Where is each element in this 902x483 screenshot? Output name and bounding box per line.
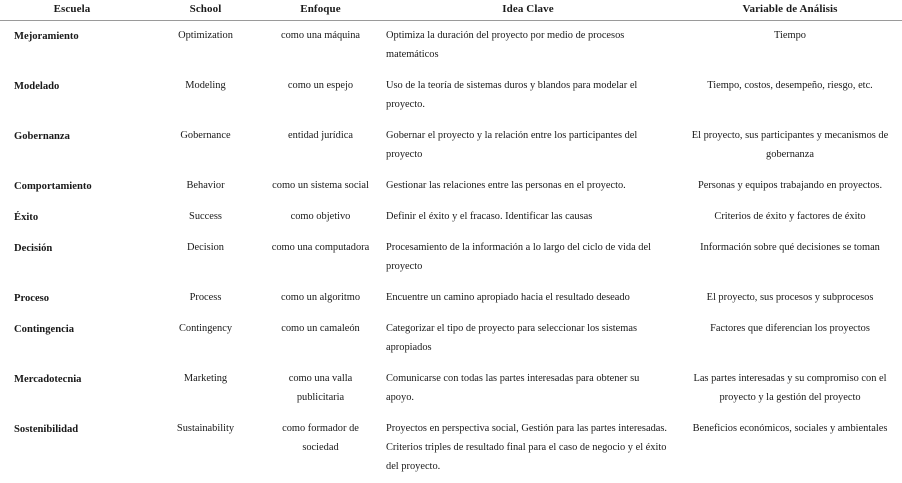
table-row (0, 121, 902, 171)
cell-idea-clave: Gestionar las relaciones entre las personas en el proyecto. (386, 179, 626, 191)
table-row (0, 21, 902, 71)
cell-school: Marketing (183, 373, 228, 385)
cell-idea-clave: Comunicarse con todas las partes interesadas para obtener su apoyo. (386, 373, 640, 404)
cell-escuela: Mercadotecnia (14, 374, 82, 386)
table-header-row (0, 0, 902, 21)
cell-school: Process (189, 292, 222, 304)
cell-variable: El proyecto, sus procesos y subprocesos (706, 292, 874, 304)
cell-variable: Beneficios económicos, sociales y ambientales (692, 423, 888, 435)
table-row (0, 283, 902, 314)
column-header-escuela: Escuela (0, 0, 148, 21)
table-row (0, 202, 902, 233)
cell-variable: Tiempo (774, 30, 806, 41)
cell-variable: Criterios de éxito y factores de éxito (714, 210, 866, 222)
cell-idea-clave: Categorizar el tipo de proyecto para seleccionar los sistemas apropiados (386, 323, 638, 354)
table-row (0, 71, 902, 121)
cell-idea-clave: Optimiza la duración del proyecto por medio de procesos matemáticos (386, 30, 625, 60)
cell-idea-clave: Uso de la teoría de sistemas duros y blandos para modelar el proyecto. (386, 79, 638, 110)
cell-escuela: Comportamiento (14, 180, 92, 192)
cell-enfoque: como un algoritmo (280, 292, 361, 304)
cell-school: Modeling (185, 79, 226, 91)
cell-variable: Tiempo, costos, desempeño, riesgo, etc. (707, 79, 873, 91)
table-row (0, 414, 902, 483)
table-row (0, 364, 902, 414)
column-header-idea-clave: Idea Clave (378, 0, 678, 21)
cell-idea-clave: Definir el éxito y el fracaso. Identificar las causas (386, 210, 593, 222)
cell-escuela: Gobernanza (14, 130, 70, 142)
cell-escuela: Decisión (14, 243, 53, 255)
cell-enfoque: como un espejo (287, 79, 354, 91)
cell-idea-clave: Gobernar el proyecto y la relación entre los participantes del proyecto (386, 129, 638, 160)
cell-school: Optimization (178, 30, 233, 41)
table-row (0, 233, 902, 283)
cell-enfoque: como objetivo (290, 210, 351, 222)
column-header-school: School (148, 0, 263, 21)
cell-variable: Factores que diferencian los proyectos (710, 323, 870, 335)
cell-enfoque: como una valla publicitaria (288, 373, 353, 404)
cell-escuela: Éxito (14, 211, 39, 223)
cell-school: Sustainability (176, 423, 235, 435)
cell-enfoque: como un sistema social (272, 179, 369, 191)
cell-school: Gobernance (180, 129, 231, 141)
table-header (0, 0, 902, 21)
table-body (0, 21, 902, 483)
cell-enfoque: como formador de sociedad (282, 423, 359, 453)
cell-school: Behavior (186, 179, 225, 191)
cell-enfoque: como una máquina (280, 30, 361, 41)
cell-variable: Personas y equipos trabajando en proyectos. (697, 179, 883, 191)
cell-variable: Las partes interesadas y su compromiso con el proyecto y la gestión del proyecto (693, 373, 887, 404)
cell-escuela: Mejoramiento (14, 31, 79, 42)
cell-school: Decision (187, 242, 224, 254)
column-header-enfoque: Enfoque (263, 0, 378, 21)
cell-enfoque: como un camaleón (281, 323, 360, 335)
table-row (0, 314, 902, 364)
cell-idea-clave: Proyectos en perspectiva social, Gestión para las partes interesadas. Criterios triples de resultado final para el caso de negocio y el éxito del proyecto. (386, 423, 668, 472)
cell-enfoque: entidad jurídica (288, 129, 353, 141)
cell-variable: Información sobre qué decisiones se toman (700, 242, 880, 254)
cell-school: Success (189, 210, 222, 222)
cell-enfoque: como una computadora (271, 242, 370, 254)
cell-variable: El proyecto, sus participantes y mecanismos de gobernanza (691, 129, 889, 160)
cell-idea-clave: Procesamiento de la información a lo largo del ciclo de vida del proyecto (386, 242, 651, 273)
table-row (0, 171, 902, 202)
column-header-variable-de-analisis: Variable de Análisis (678, 0, 902, 21)
cell-school: Contingency (178, 323, 233, 335)
cell-idea-clave: Encuentre un camino apropiado hacia el resultado deseado (386, 292, 630, 304)
cell-escuela: Contingencia (14, 324, 75, 336)
cell-escuela: Proceso (14, 293, 50, 305)
cell-escuela: Modelado (14, 80, 60, 92)
cell-escuela: Sostenibilidad (14, 424, 79, 436)
